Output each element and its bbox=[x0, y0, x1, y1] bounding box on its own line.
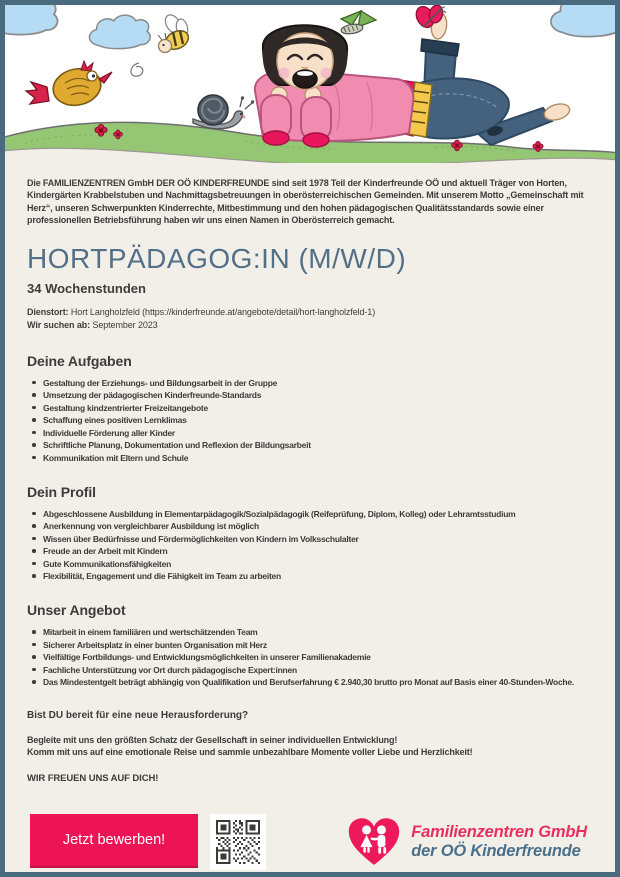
section-profile bbox=[27, 484, 593, 582]
start-value: September 2023 bbox=[92, 319, 158, 330]
section-heading-tasks: Deine Aufgaben bbox=[27, 352, 132, 369]
list-item: Vielfältige Fortbildungs- und Entwicklungsmöglichkeiten in unserer Familienakademie bbox=[31, 652, 593, 662]
header-illustration bbox=[5, 5, 615, 163]
list-item: Sicherer Arbeitsplatz in einer bunten Organisation mit Herz bbox=[31, 640, 593, 650]
apply-button[interactable]: Jetzt bewerben! bbox=[30, 814, 198, 866]
closing-line: Komm mit uns auf eine emotionale Reise und sammle unbezahlbare Momente voller Liebe und Herzlichkeit! bbox=[27, 747, 473, 758]
section-offer bbox=[27, 602, 593, 687]
location-value: Hort Langholzfeld (https://kinderfreunde.at/angebote/detail/hort-langholzfeld-1) bbox=[70, 306, 376, 317]
list-item: Umsetzung der pädagogischen Kinderfreunde-Standards bbox=[31, 390, 593, 400]
closing-block bbox=[27, 734, 593, 759]
closing-question: Bist DU bereit für eine neue Herausforderung? bbox=[27, 709, 249, 721]
job-meta bbox=[27, 306, 593, 332]
qr-code bbox=[210, 814, 266, 870]
section-tasks bbox=[27, 353, 593, 463]
weekly-hours: 34 Wochenstunden bbox=[27, 280, 146, 296]
list-item: Schaffung eines positiven Lernklimas bbox=[31, 415, 593, 425]
company-logo bbox=[346, 816, 587, 869]
location-label: Dienstort: bbox=[27, 306, 69, 317]
list-item: Wissen über Bedürfnisse und Fördermöglichkeiten von Kindern im Volksschulalter bbox=[31, 534, 593, 544]
list-item: Gestaltung der Erziehungs- und Bildungsarbeit in der Gruppe bbox=[31, 378, 593, 388]
list-item: Das Mindestentgelt beträgt abhängig von Qualifikation und Berufserfahrung € 2.940,30 brutto pro Monat auf Basis einer 40-Stunden-Woche. bbox=[31, 677, 593, 687]
list-item: Individuelle Förderung aller Kinder bbox=[31, 428, 593, 438]
logo-text bbox=[411, 823, 587, 862]
list-item: Freude an der Arbeit mit Kindern bbox=[31, 546, 593, 556]
offer-list bbox=[27, 627, 593, 687]
start-label: Wir suchen ab: bbox=[27, 319, 91, 330]
list-item: Flexibilität, Engagement und die Fähigkeit im Team zu arbeiten bbox=[31, 571, 593, 581]
list-item: Abgeschlossene Ausbildung in Elementarpädagogik/Sozialpädagogik (Reifeprüfung, Diplom, Kolleg) oder Lehramtsstudium bbox=[31, 509, 593, 519]
company-intro: Die FAMILIENZENTREN GmbH DER OÖ KINDERFREUNDE sind seit 1978 Teil der Kinderfreunde OÖ und aktuell Träger von Horten, Kindergärten Krabbelstuben und Nachmittagsbetreuungen in oberösterreichischen Gemeinden. Mit unserem Motto „Gemeinschaft mit Herz“, unseren Schwerpunkten Kinderrechte, Mitbestimmung und den hohen pädagogischen Qualitätsstandards sowie einer professionellen Betriebsführung haben wir uns einen Namen in Oberösterreich gemacht. bbox=[27, 178, 584, 226]
section-heading-offer: Unser Angebot bbox=[27, 602, 126, 619]
section-heading-profile: Dein Profil bbox=[27, 483, 96, 500]
list-item: Mitarbeit in einem familiären und wertschätzenden Team bbox=[31, 627, 593, 637]
list-item: Gute Kommunikationsfähigkeiten bbox=[31, 559, 593, 569]
list-item: Gestaltung kindzentrierter Freizeitangebote bbox=[31, 403, 593, 413]
logo-company-name: Familienzentren GmbH bbox=[411, 822, 587, 841]
closing-line: Begleite mit uns den größten Schatz der Gesellschaft in seiner individuellen Entwicklung! bbox=[27, 734, 398, 745]
closing-final: WIR FREUEN UNS AUF DICH! bbox=[27, 772, 159, 784]
list-item: Kommunikation mit Eltern und Schule bbox=[31, 453, 593, 463]
flyer-body bbox=[5, 163, 615, 870]
profile-list bbox=[27, 509, 593, 582]
logo-org-name: der OÖ Kinderfreunde bbox=[411, 842, 581, 861]
page-title: HORTPÄDAGOG:IN (M/W/D) bbox=[27, 242, 407, 274]
footer bbox=[27, 814, 593, 870]
list-item: Schriftliche Planung, Dokumentation und Reflexion der Bildungsarbeit bbox=[31, 440, 593, 450]
list-item: Anerkennung von vergleichbarer Ausbildung ist möglich bbox=[31, 521, 593, 531]
heart-with-children-icon bbox=[346, 816, 402, 869]
list-item: Fachliche Unterstützung vor Ort durch pädagogische Expert:innen bbox=[31, 665, 593, 675]
tasks-list bbox=[27, 378, 593, 463]
